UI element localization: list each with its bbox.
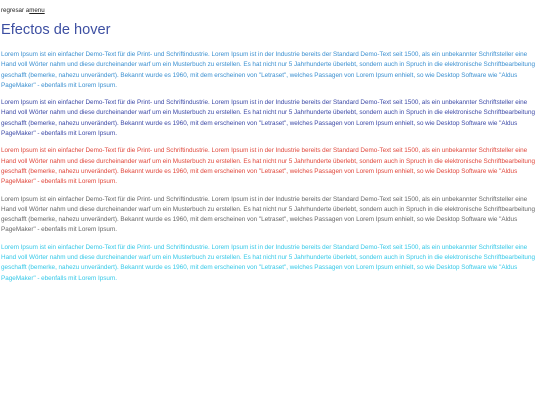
hover-paragraph-3[interactable]: Lorem Ipsum ist ein einfacher Demo-Text für die Print- und Schriftindustrie. Lorem Ipsum ist in der Industrie bereits der Standard Demo-Text seit 1500, als ein unbekannter Schriftsteller eine Hand voll Wörter nahm und diese durcheinander warf um ein Musterbuch zu erstellen. Es hat nicht nur 5 Jahrhunderte überlebt, sondern auch in Spruch in die elektronische Schriftbearbeitung geschafft (bemerke, nahezu unverändert). Bekannt wurde es 1960, mit dem erscheinen von "Letraset", welches Passagen von Lorem Ipsum enhielt, so wie Desktop Software wie "Aldus PageMaker" - ebenfalls mit Lorem Ipsum. bbox=[1, 147, 536, 186]
hover-paragraph-1[interactable]: Lorem Ipsum ist ein einfacher Demo-Text für die Print- und Schriftindustrie. Lorem Ipsum ist in der Industrie bereits der Standard Demo-Text seit 1500, als ein unbekannter Schriftsteller eine Hand voll Wörter nahm und diese durcheinander warf um ein Musterbuch zu erstellen. Es hat nicht nur 5 Jahrhunderte überlebt, sondern auch in Spruch in die elektronische Schriftbearbeitung geschafft (bemerke, nahezu unverändert). Bekannt wurde es 1960, mit dem erscheinen von "Letraset", welches Passagen von Lorem Ipsum enhielt, so wie Desktop Software wie "Aldus PageMaker" - ebenfalls mit Lorem Ipsum. bbox=[1, 51, 536, 89]
back-nav bbox=[0, 6, 540, 15]
hover-paragraph-2[interactable]: Lorem Ipsum ist ein einfacher Demo-Text für die Print- und Schriftindustrie. Lorem Ipsum ist in der Industrie bereits der Standard Demo-Text seit 1500, als ein unbekannter Schriftsteller eine Hand voll Wörter nahm und diese durcheinander warf um ein Musterbuch zu erstellen. Es hat nicht nur 5 Jahrhunderte überlebt, sondern auch in Spruch in die elektronische Schriftbearbeitung geschafft (bemerke, nahezu unverändert). Bekannt wurde es 1960, mit dem erscheinen von "Letraset", welches Passagen von Lorem Ipsum enhielt, so wie Desktop Software wie "Aldus PageMaker" - ebenfalls mit Lorem Ipsum. bbox=[1, 99, 536, 138]
back-nav-prefix: regresar a bbox=[1, 7, 30, 14]
hover-paragraph-5[interactable]: Lorem Ipsum ist ein einfacher Demo-Text für die Print- und Schriftindustrie. Lorem Ipsum ist in der Industrie bereits der Standard Demo-Text seit 1500, als ein unbekannter Schriftsteller eine Hand voll Wörter nahm und diese durcheinander warf um ein Musterbuch zu erstellen. Es hat nicht nur 5 Jahrhunderte überlebt, sondern auch in Spruch in die elektronische Schriftbearbeitung geschafft (bemerke, nahezu unverändert). Bekannt wurde es 1960, mit dem erscheinen von "Letraset", welches Passagen von Lorem Ipsum enhielt, so wie Desktop Software wie "Aldus PageMaker" - ebenfalls mit Lorem Ipsum. bbox=[1, 243, 536, 282]
menu-link[interactable]: menu bbox=[29, 7, 45, 14]
page-title: Efectos de hover bbox=[1, 22, 111, 38]
hover-paragraph-4[interactable]: Lorem Ipsum ist ein einfacher Demo-Text für die Print- und Schriftindustrie. Lorem Ipsum ist in der Industrie bereits der Standard Demo-Text seit 1500, als ein unbekannter Schriftsteller eine Hand voll Wörter nahm und diese durcheinander warf um ein Musterbuch zu erstellen. Es hat nicht nur 5 Jahrhunderte überlebt, sondern auch in Spruch in die elektronische Schriftbearbeitung geschafft (bemerke, nahezu unverändert). Bekannt wurde es 1960, mit dem erscheinen von "Letraset", welches Passagen von Lorem Ipsum enhielt, so wie Desktop Software wie "Aldus PageMaker" - ebenfalls mit Lorem Ipsum. bbox=[1, 195, 536, 234]
